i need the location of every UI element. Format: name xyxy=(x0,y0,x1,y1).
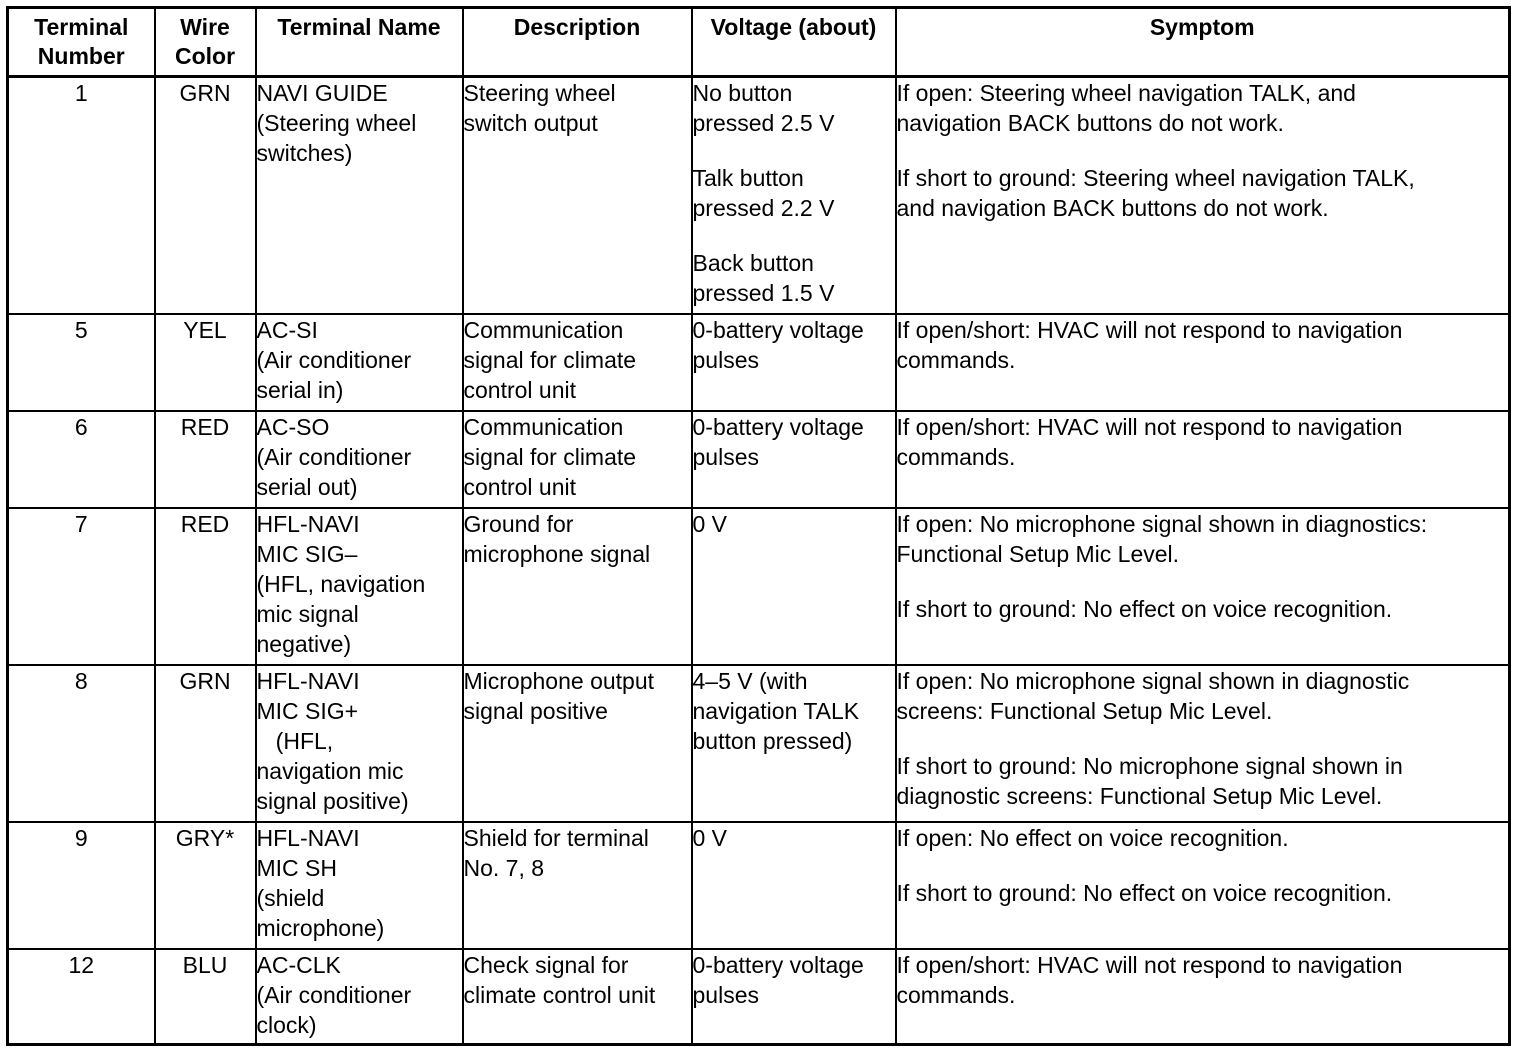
table-row xyxy=(8,411,1510,508)
description-cell: Shield for terminal No. 7, 8 xyxy=(463,822,692,949)
table-row xyxy=(8,508,1510,665)
terminal-number-cell: 7 xyxy=(8,508,155,665)
wire-color-cell: RED xyxy=(155,508,256,665)
symptom-cell: If open: Steering wheel navigation TALK, and navigation BACK buttons do not work. If short to ground: Steering wheel navigation TALK, and navigation BACK buttons do not work. xyxy=(896,77,1510,314)
symptom-cell: If open: No effect on voice recognition. If short to ground: No effect on voice recognition. xyxy=(896,822,1510,949)
wire-color-cell: GRY* xyxy=(155,822,256,949)
terminal-number-cell: 5 xyxy=(8,314,155,411)
terminal-name-cell: HFL-NAVI MIC SH (shield microphone) xyxy=(256,822,463,949)
header-wire-color: Wire Color xyxy=(155,8,256,77)
wire-color-cell: RED xyxy=(155,411,256,508)
voltage-cell: 0-battery voltage pulses xyxy=(692,411,896,508)
wire-color-cell: GRN xyxy=(155,77,256,314)
voltage-cell: 0 V xyxy=(692,508,896,665)
terminal-number-cell: 6 xyxy=(8,411,155,508)
table-row xyxy=(8,314,1510,411)
wire-color-cell: GRN xyxy=(155,665,256,822)
terminal-name-cell: HFL-NAVI MIC SIG– (HFL, navigation mic signal negative) xyxy=(256,508,463,665)
terminal-number-cell: 12 xyxy=(8,949,155,1045)
voltage-cell: 0-battery voltage pulses xyxy=(692,949,896,1045)
symptom-cell: If open: No microphone signal shown in diagnostic screens: Functional Setup Mic Level. If short to ground: No microphone signal shown in diagnostic screens: Functional Setup Mic Level. xyxy=(896,665,1510,822)
header-terminal-name: Terminal Name xyxy=(256,8,463,77)
symptom-cell: If open/short: HVAC will not respond to navigation commands. xyxy=(896,949,1510,1045)
voltage-cell: 4–5 V (with navigation TALK button pressed) xyxy=(692,665,896,822)
voltage-cell: 0-battery voltage pulses xyxy=(692,314,896,411)
voltage-cell: No button pressed 2.5 V Talk button pressed 2.2 V Back button pressed 1.5 V xyxy=(692,77,896,314)
description-cell: Microphone output signal positive xyxy=(463,665,692,822)
terminal-number-cell: 8 xyxy=(8,665,155,822)
wire-color-cell: YEL xyxy=(155,314,256,411)
terminal-name-cell: AC-SI (Air conditioner serial in) xyxy=(256,314,463,411)
header-symptom: Symptom xyxy=(896,8,1510,77)
wire-color-cell: BLU xyxy=(155,949,256,1045)
symptom-cell: If open/short: HVAC will not respond to navigation commands. xyxy=(896,314,1510,411)
header-terminal-number: Terminal Number xyxy=(8,8,155,77)
description-cell: Communication signal for climate control unit xyxy=(463,411,692,508)
table-row xyxy=(8,665,1510,822)
description-cell: Communication signal for climate control unit xyxy=(463,314,692,411)
terminal-number-cell: 1 xyxy=(8,77,155,314)
terminal-number-cell: 9 xyxy=(8,822,155,949)
header-voltage: Voltage (about) xyxy=(692,8,896,77)
symptom-cell: If open/short: HVAC will not respond to navigation commands. xyxy=(896,411,1510,508)
description-cell: Check signal for climate control unit xyxy=(463,949,692,1045)
table-row xyxy=(8,77,1510,314)
description-cell: Ground for microphone signal xyxy=(463,508,692,665)
header-row xyxy=(8,8,1510,77)
terminal-name-cell: AC-SO (Air conditioner serial out) xyxy=(256,411,463,508)
table-row xyxy=(8,949,1510,1045)
terminal-name-cell: HFL-NAVI MIC SIG+ (HFL, navigation mic signal positive) xyxy=(256,665,463,822)
table-row xyxy=(8,822,1510,949)
symptom-cell: If open: No microphone signal shown in diagnostics: Functional Setup Mic Level. If short to ground: No effect on voice recognition. xyxy=(896,508,1510,665)
description-cell: Steering wheel switch output xyxy=(463,77,692,314)
terminal-table xyxy=(6,6,1511,1046)
header-description: Description xyxy=(463,8,692,77)
terminal-name-cell: NAVI GUIDE (Steering wheel switches) xyxy=(256,77,463,314)
terminal-name-cell: AC-CLK (Air conditioner clock) xyxy=(256,949,463,1045)
voltage-cell: 0 V xyxy=(692,822,896,949)
